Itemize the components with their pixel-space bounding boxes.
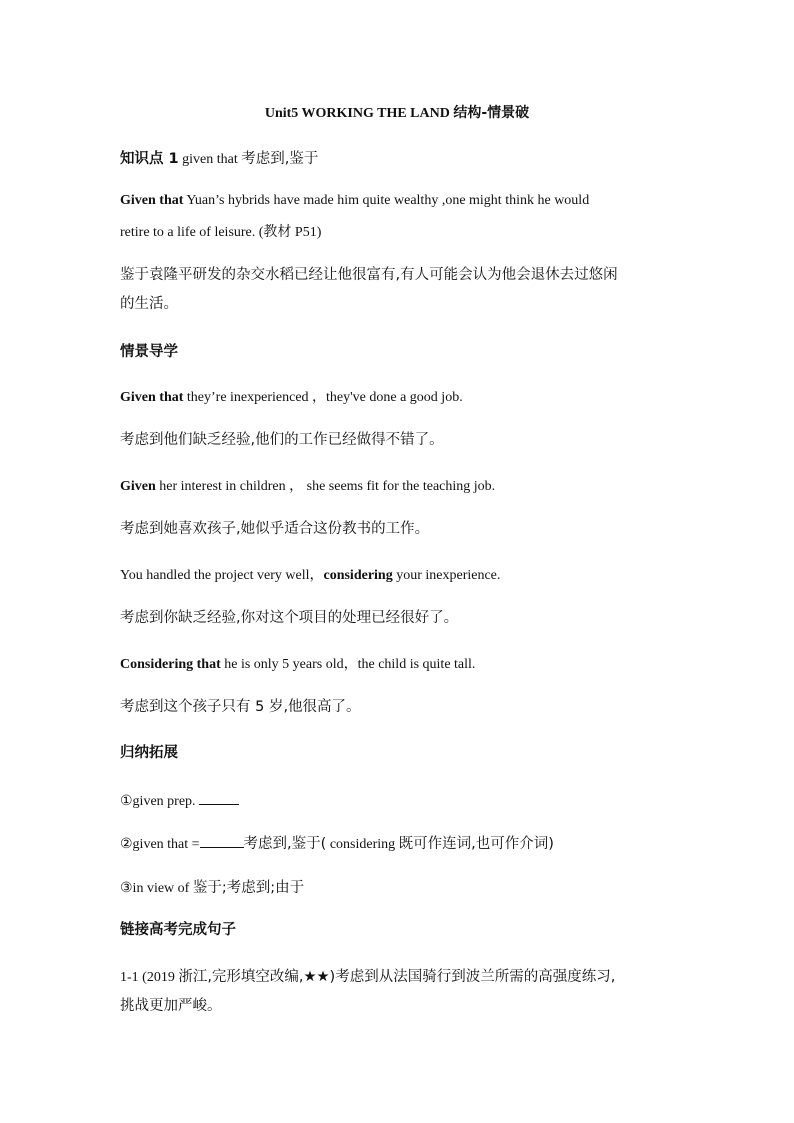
knowledge-point-phrase: given that (178, 152, 242, 167)
summary-item-1-text: ①given prep. (120, 794, 200, 809)
example-4-bold: Considering that (120, 657, 221, 672)
exercise-number: 1-1 (2019 (120, 970, 179, 985)
summary-item-1 (120, 792, 675, 809)
summary-item-3-en: ③in view of (120, 881, 193, 896)
example-1-translation: 考虑到他们缺乏经验,他们的工作已经做得不错了。 (120, 432, 444, 448)
exercise-line2: 挑战更加严峻。 (120, 998, 222, 1014)
link-heading: 链接高考完成句子 (120, 922, 236, 938)
textbook-translation-line1: 鉴于袁隆平研发的杂交水稻已经让他很富有,有人可能会认为他会退休去过悠闲 (120, 267, 618, 283)
example-3-pre: You handled the project very well， (120, 568, 324, 583)
exercise-line1 (120, 968, 675, 985)
example-3-rest: your inexperience. (392, 568, 501, 583)
summary-item-2-en: considering (326, 837, 399, 852)
example-1-bold: Given that (120, 390, 184, 405)
textbook-translation-line2: 的生活。 (120, 296, 178, 312)
title-cn: 结构-情景破 (453, 105, 530, 121)
example-4-rest: he is only 5 years old，the child is quite tall. (220, 657, 476, 672)
knowledge-point-line (120, 150, 675, 167)
example-4-sentence (120, 658, 675, 672)
summary-item-3-cn: 鉴于;考虑到;由于 (192, 880, 305, 896)
summary-heading: 归纳拓展 (120, 745, 178, 761)
title-en: Unit5 WORKING THE LAND (264, 106, 454, 121)
summary-item-2-cn2: 既可作连词,也可作介词) (398, 836, 554, 852)
textbook-example-line1 (120, 194, 675, 208)
exercise-line1-cn: 浙江,完形填空改编,★★)考虑到从法国骑行到波兰所需的高强度练习, (178, 969, 616, 985)
summary-item-3 (120, 879, 675, 896)
fill-in-blank-2[interactable] (200, 835, 244, 848)
example-2-rest: her interest in children ， she seems fit for the teaching job. (155, 479, 496, 494)
situation-heading: 情景导学 (120, 344, 178, 360)
fill-in-blank-1[interactable] (199, 792, 239, 805)
example-1-sentence (120, 391, 675, 405)
summary-item-2-pre: ②given that = (120, 837, 200, 852)
knowledge-point-label: 知识点 1 (120, 151, 179, 167)
example-1-rest: they’re inexperienced ，they've done a good job. (183, 390, 463, 405)
example-4-translation: 考虑到这个孩子只有 5 岁,他很高了。 (120, 699, 361, 715)
page-title (0, 106, 794, 121)
textbook-example-line2: retire to a life of leisure. (教材 P51) (120, 225, 322, 240)
example-3-translation: 考虑到你缺乏经验,你对这个项目的处理已经很好了。 (120, 610, 459, 626)
example-2-sentence (120, 480, 675, 494)
example-3-bold: considering (323, 568, 393, 583)
summary-item-2-cn: 考虑到,鉴于( (243, 836, 327, 852)
example-2-translation: 考虑到她喜欢孩子,她似乎适合这份教书的工作。 (120, 521, 430, 537)
example-2-bold: Given (120, 479, 156, 494)
summary-item-2 (120, 835, 675, 852)
example-3-sentence (120, 569, 675, 583)
textbook-example-bold: Given that (120, 193, 184, 208)
textbook-example-line1-rest: Yuan’s hybrids have made him quite wealthy ,one might think he would (183, 193, 590, 208)
knowledge-point-meaning: 考虑到,鉴于 (241, 151, 319, 167)
